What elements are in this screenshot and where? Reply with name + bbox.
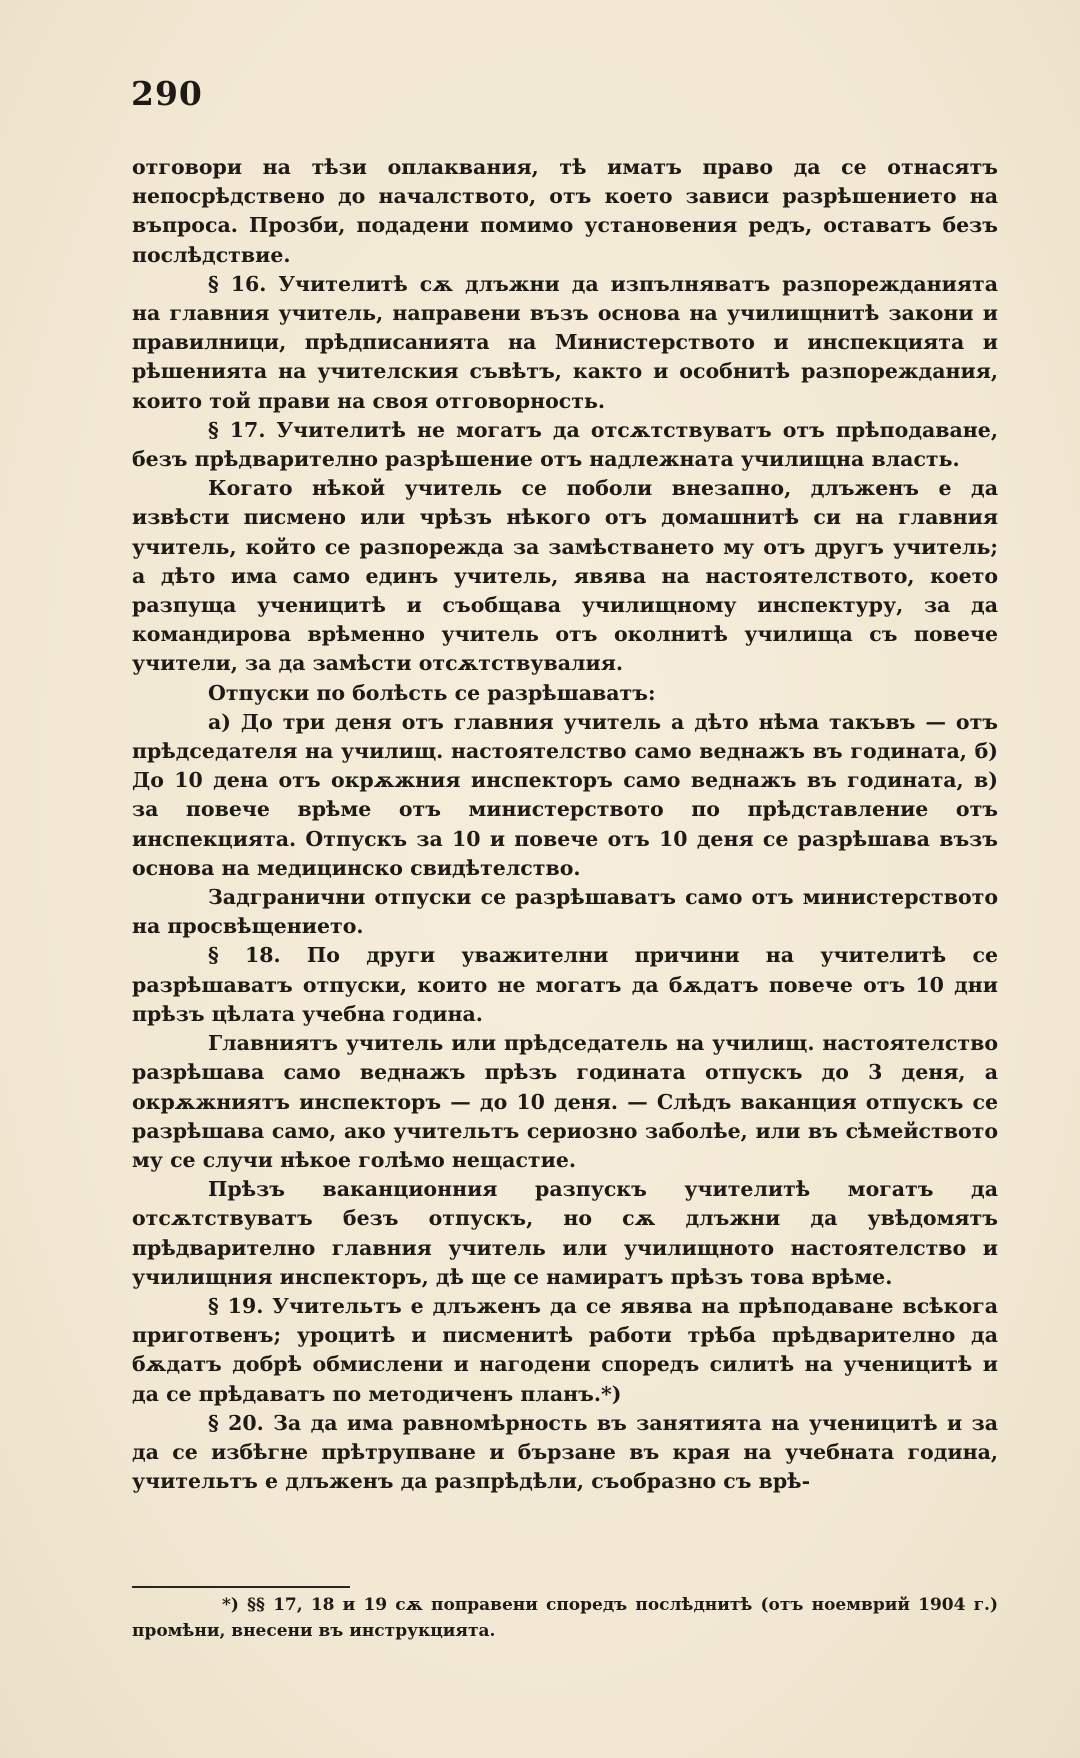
paragraph-sick-leave-rules: а) До три деня отъ главния учитель а дѣто нѣма такъвъ — отъ прѣдседателя на училищ. настоятелство само веднажъ въ годината, б) До 10 дена отъ окрѫжния инспекторъ само веднажъ въ годината, в) за повече врѣме отъ министерството по прѣдставление отъ инспекцията. Отпускъ за 10 и повече отъ 10 деня се разрѣшава възъ основа на медицинско свидѣтелство. (132, 709, 998, 880)
paragraph-section-17: § 17. Учителитѣ не могатъ да отсѫтствуватъ отъ прѣподаване, безъ прѣдварително разрѣшение отъ надлежната училищна власть. (132, 417, 998, 472)
paragraph-section-18: § 18. По други уважителни причини на учителитѣ се разрѣшаватъ отпуски, които не могатъ да бѫдатъ повече отъ 10 дни прѣзъ цѣлата учебна година. (132, 943, 998, 1026)
paragraph-foreign-leave: Задгранични отпуски се разрѣшаватъ само отъ министерството на просвѣщението. (132, 885, 998, 939)
paragraph-vacation: Прѣзъ ваканционния разпускъ учителитѣ могатъ да отсѫтствуватъ безъ отпускъ, но сѫ длъжни да увѣдомятъ прѣдварително главния учитель или училищното настоятелство и училищния инспекторъ, дѣ ще се намиратъ прѣзъ това врѣме. (132, 1177, 998, 1289)
footnote-divider (132, 1586, 350, 1588)
paragraph-section-20: § 20. За да има равномѣрность въ занятията на ученицитѣ и за да се избѣгне прѣтрупване и бързане въ края на учебната година, учительтъ е длъженъ да разпрѣдѣли, съобразно съ врѣ- (132, 1410, 998, 1494)
paragraph-sick-leave-heading: Отпуски по болѣсть се разрѣшаватъ: (208, 680, 656, 705)
paragraph-section-16: § 16. Учителитѣ сѫ длъжни да изпълняватъ разпорежданията на главния учитель, направени възъ основа на училищнитѣ закони и правилници, прѣдписанията на Министерството и инспекцията и рѣшенията на учителския съвѣтъ, както и особнитѣ разпореждания, които той прави на своя отговорность. (132, 271, 998, 413)
body-text (132, 153, 998, 1496)
footnote-text: *) §§ 17, 18 и 19 сѫ поправени споредъ послѣднитѣ (отъ ноемврий 1904 г.) промѣни, внесени въ инструкцията. (132, 1595, 998, 1641)
page-number: 290 (131, 74, 203, 113)
paragraph-head-teacher-leave: Главниятъ учитель или прѣдседатель на училищ. настоятелство разрѣшава само веднажъ прѣзъ годината отпускъ до 3 деня, а окрѫжниятъ инспекторъ — до 10 деня. — Слѣдъ ваканция отпускъ се разрѣшава само, ако учительтъ сериозно заболѣе, или въ сѣмейството му се случи нѣкое голѣмо нещастие. (132, 1031, 998, 1172)
paragraph-sudden-illness: Когато нѣкой учитель се поболи внезапно, длъженъ е да извѣсти писмено или чрѣзъ нѣкого отъ домашнитѣ си на главния учитель, който се разпорежда за замѣстването му отъ другъ учитель; а дѣто има само единъ учитель, явява на настоятелството, което разпуща ученицитѣ и съобщава училищному инспектуру, за да командирова врѣменно учитель отъ околнитѣ училища съ повече учители, за да замѣсти отсѫтствувалия. (132, 476, 998, 676)
paragraph-continuation: отговори на тѣзи оплаквания, тѣ иматъ право да се отнасятъ непосрѣдствено до началството, отъ което зависи разрѣшението на въпроса. Прозби, подадени помимо установения редъ, оставатъ безъ послѣдствие. (132, 155, 998, 267)
footnote (132, 1592, 998, 1644)
paragraph-section-19: § 19. Учительтъ е длъженъ да се явява на прѣподаване всѣкога приготвенъ; урoцитѣ и писменитѣ работи трѣба прѣдварително да бѫдатъ добрѣ обмислени и нагодени споредъ силитѣ на ученицитѣ и да се прѣдаватъ по методиченъ планъ.*) (132, 1293, 998, 1406)
